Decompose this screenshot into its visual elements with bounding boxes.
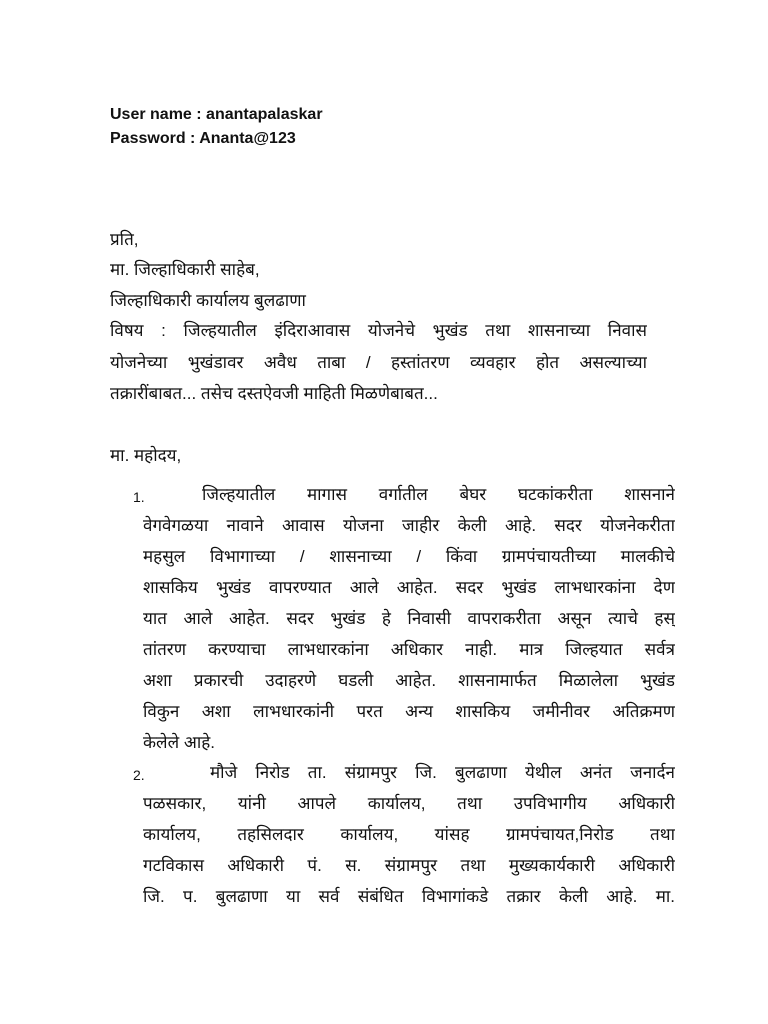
item-1-line-3: महसुल विभागाच्या / शासनाच्या / किंवा ग्रामपंचायतीच्या मालकीचे xyxy=(143,547,675,566)
item-2-number: 2. xyxy=(133,767,145,783)
item-1-line-5: यात आले आहेत. सदर भुखंड हे निवासी वापराकरीता असून त्याचे हस् xyxy=(143,609,675,628)
greeting: मा. महोदय, xyxy=(110,446,182,465)
subject-line-2: योजनेच्या भुखंडावर अवैध ताबा / हस्तांतरण व्यवहार होत असल्याच्या xyxy=(110,353,647,372)
subject-line-1: विषय : जिल्हयातील इंदिराआवास योजनेचे भुखंड तथा शासनाच्या निवास xyxy=(110,321,647,340)
item-2-line-4: गटविकास अधिकारी पं. स. संग्रामपुर तथा मुख्यकार्यकारी अधिकारी xyxy=(143,856,675,875)
password-line: Password : Ananta@123 xyxy=(110,130,296,147)
item-1-line-9: केलेले आहे. xyxy=(143,733,215,752)
item-1-line-1: जिल्हयातील मागास वर्गातील बेघर घटकांकरीता शासनाने xyxy=(202,485,675,504)
item-1-line-8: विकुन अशा लाभधारकांनी परत अन्य शासकिय जमीनीवर अतिक्रमण xyxy=(143,702,675,721)
item-2-line-2: पळसकार, यांनी आपले कार्यालय, तथा उपविभागीय अधिकारी xyxy=(143,794,675,813)
item-1-line-6: तांतरण करण्याचा लाभधारकांना अधिकार नाही. मात्र जिल्हयात सर्वत्र xyxy=(143,640,675,659)
item-2-line-1: मौजे निरोड ता. संग्रामपुर जि. बुलढाणा येथील अनंत जनार्दन xyxy=(210,763,675,782)
username-line: User name : anantapalaskar xyxy=(110,106,323,123)
item-1-line-4: शासकिय भुखंड वापरण्यात आले आहेत. सदर भुखंड लाभधारकांना देण xyxy=(143,578,675,597)
salutation-to: प्रति, xyxy=(110,230,139,249)
item-1-line-2: वेगवेगळया नावाने आवास योजना जाहीर केली आहे. सदर योजनेकरीता xyxy=(143,516,675,535)
item-2-line-3: कार्यालय, तहसिलदार कार्यालय, यांसह ग्रामपंचायत,निरोड तथा xyxy=(143,825,675,844)
subject-line-3: तक्रारींबाबत... तसेच दस्तऐवजी माहिती मिळणेबाबत... xyxy=(110,384,438,403)
office-name: जिल्हाधिकारी कार्यालय बुलढाणा xyxy=(110,291,306,310)
item-1-line-7: अशा प्रकारची उदाहरणे घडली आहेत. शासनामार्फत मिळालेला भुखंड xyxy=(143,671,675,690)
addressee: मा. जिल्हाधिकारी साहेब, xyxy=(110,260,260,279)
item-2-line-5: जि. प. बुलढाणा या सर्व संबंधित विभागांकडे तक्रार केली आहे. मा. xyxy=(143,887,675,906)
item-1-number: 1. xyxy=(133,489,145,505)
